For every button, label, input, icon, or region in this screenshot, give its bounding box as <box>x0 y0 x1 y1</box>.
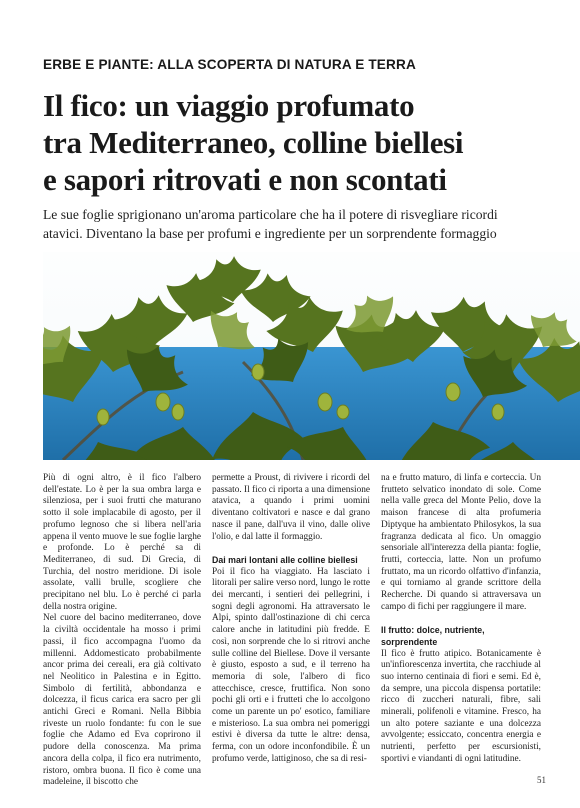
paragraph: Il fico è frutto atipico. Botanicamente è un'infiorescenza invertita, che racchiude al suo interno centinaia di fiori e semi. Ed è, da sempre, una piccola dispensa portatile: ricco di zuccheri naturali, fibre, sali minerali, polifenoli e vitamine. Fresco, ha un alto potere saziante e una dolcezza avvolgente; essiccato, concentra energia e nutrienti, perfetto per escursionisti, sportivi e viandanti di ogni latitudine. <box>381 648 541 764</box>
fig-tree-photo <box>43 252 580 460</box>
section-kicker: ERBE E PIANTE: ALLA SCOPERTA DI NATURA E TERRA <box>43 57 416 72</box>
fig-tree-illustration <box>43 252 580 460</box>
paragraph: permette a Proust, di rivivere i ricordi del passato. Il fico ci riporta a una dimensione atavica, a quando i primi uomini diventano coltivatori e nasce e dal grano nasce il pane, dall'uva il vino, dalle olive l'olio, e dal latte il formaggio. <box>212 473 370 542</box>
title-line: tra Mediterraneo, colline biellesi <box>43 125 464 160</box>
section-heading: Dai mari lontani alle colline biellesi <box>212 554 358 565</box>
section-heading: Il frutto: dolce, nutriente, sorprendente <box>381 625 485 647</box>
body-column-2 <box>212 473 370 766</box>
subtitle-line: atavici. Diventano la base per profumi e ingrediente per un sorprendente formaggio <box>43 226 497 241</box>
paragraph: Poi il fico ha viaggiato. Ha lasciato i litorali per salire verso nord, lungo le rotte dei mercanti, i sentieri dei pellegrini, i sogni degli agronomi. Ha attraversato le Alpi, spinto dall'ostinazione di chi cerca calore anche in latitudini più fredde. E così, non sorprende che lo si ritrovi anche sulle colline del Biellese. Dove il versante è giusto, esposto a sud, e il terreno ha memoria di sole, l'albero di fico attecchisce, cresce, fruttifica. Non sono pochi gli orti e i frutteti che lo accolgono come un parente un po' esotico, familiare e misterioso. La sua ombra nei pomeriggi estivi è diversa da tutte le altre: densa, ferma, con un odore inconfondibile. È un profumo verde, lattiginoso, che sa di resi- <box>212 566 370 764</box>
article-subtitle <box>43 205 563 243</box>
paragraph: Nel cuore del bacino mediterraneo, dove la civiltà occidentale ha mosso i primi passi, il fico accompagna l'uomo da millenni. Addomesticato probabilmente ancor prima dei cereali, era già coltivato nel Neolitico in Palestina e in Egitto. Simbolo di fertilità, abbondanza e dolcezza, il ficus carica era sacro per gli antichi Greci e Romani. Nella Bibbia riveste un ruolo fondante: fu con le sue foglie che Adamo ed Eva coprirono il pudore della conoscenza. Ma prima ancora della colpa, il fico era nutrimento, ristoro, ombra buona. Il fico è come una madeleine, il biscotto che <box>43 613 201 788</box>
subtitle-line: Le sue foglie sprigionano un'aroma particolare che ha il potere di risvegliare ricordi <box>43 207 498 222</box>
body-column-1 <box>43 473 201 789</box>
paragraph: Più di ogni altro, è il fico l'albero dell'estate. Lo è per la sua ombra larga e silenziosa, per i suoi frutti che maturano sotto il sole implacabile di agosto, per il profumo legnoso che si libera nell'aria appena il vento muove le sue foglie larghe e profonde. Lo è perché sa di Mediterraneo, di sud. Di Grecia, di Turchia, del nostro meridione. Di isole assolate, valli brulle, scogliere che precipitano nel blu. Lo è perché ci parla della nostra origine. <box>43 473 201 612</box>
page-number: 51 <box>537 775 546 785</box>
article-title <box>43 87 563 198</box>
paragraph: na e frutto maturo, di linfa e corteccia. Un frutteto selvatico inondato di sole. Come nella valle greca del Monte Pelio, dove la maison francese di alta profumeria Diptyque ha ambientato Philosykos, la sua fragranza dedicata al fico. Un omaggio sensoriale all'interezza della pianta: foglie, frutti, corteccia, latte. Non un profumo fruttato, ma un ricordo olfattivo d'infanzia, e qui torniamo al grande scrittore della Recherche. Di quando si attraversava un campo di fichi per raggiungere il mare. <box>381 473 541 612</box>
body-column-3 <box>381 473 541 766</box>
title-line: Il fico: un viaggio profumato <box>43 88 415 123</box>
title-line: e sapori ritrovati e non scontati <box>43 162 447 197</box>
